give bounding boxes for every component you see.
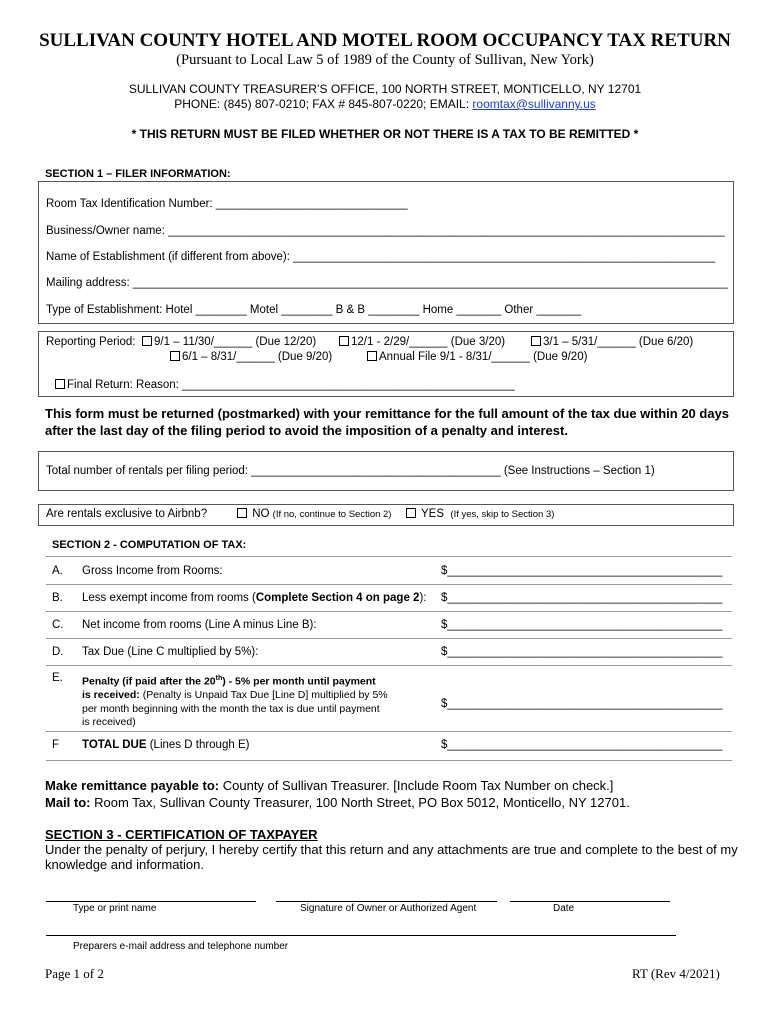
period-option-4-label: 6/1 – 8/31/______ (Due 9/20) <box>182 351 333 363</box>
mailing-address-field[interactable]: Mailing address: _____________________________________________________________________________________________ <box>46 277 728 289</box>
penalty-explanation: (Penalty is Unpaid Tax Due [Line D] multiplied by 5% <box>139 689 388 701</box>
row-letter: A. <box>52 565 63 577</box>
establishment-name-field[interactable]: Name of Establishment (if different from above): __________________________________________________________________ <box>46 251 716 263</box>
final-return-label: Final Return: Reason: ____________________________________________________ <box>67 379 515 391</box>
date-label: Date <box>553 903 575 914</box>
tax-row-d <box>52 646 732 672</box>
penalty-amount-field[interactable]: $___________________________________________ <box>441 698 723 710</box>
deadline-warning-line2: after the last day of the filing period to avoid the imposition of a penalty and interest. <box>45 423 568 438</box>
form-title: SULLIVAN COUNTY HOTEL AND MOTEL ROOM OCCUPANCY TAX RETURN <box>39 30 731 51</box>
name-signature-line[interactable] <box>46 901 256 902</box>
payable-label: Make remittance payable to: <box>45 778 220 793</box>
deadline-warning-line1: This form must be returned (postmarked) with your remittance for the full amount of the tax due within 20 days <box>45 406 730 421</box>
penalty-line-2 <box>82 689 432 703</box>
row-divider <box>46 760 732 761</box>
period-option-3[interactable] <box>531 336 693 348</box>
date-signature-line[interactable] <box>510 901 670 902</box>
airbnb-yes-note: (If yes, skip to Section 3) <box>450 509 555 520</box>
revision-label: RT (Rev 4/2021) <box>632 966 720 981</box>
row-divider <box>46 556 732 557</box>
section2-heading: SECTION 2 - COMPUTATION OF TAX: <box>52 539 247 551</box>
section3-heading: SECTION 3 - CERTIFICATION OF TAXPAYER <box>45 827 318 842</box>
checkbox-icon[interactable] <box>531 336 541 346</box>
mail-text: Room Tax, Sullivan County Treasurer, 100 North Street, PO Box 5012, Monticello, NY 12701. <box>90 795 630 810</box>
airbnb-question: Are rentals exclusive to Airbnb? <box>46 508 208 520</box>
page-number: Page 1 of 2 <box>45 966 104 981</box>
certification-text-line2: knowledge and information. <box>45 857 204 872</box>
row-divider <box>46 731 732 732</box>
row-letter: D. <box>52 646 64 658</box>
penalty-line-1 <box>82 672 432 689</box>
total-due-amount-field[interactable]: $___________________________________________ <box>441 739 723 751</box>
period-option-4[interactable] <box>170 351 332 363</box>
row-letter: F <box>52 739 60 751</box>
remittance-mail <box>45 795 630 810</box>
form-subtitle: (Pursuant to Local Law 5 of 1989 of the County of Sullivan, New York) <box>176 52 594 68</box>
print-name-label: Type or print name <box>73 903 157 914</box>
certification-text-line1: Under the penalty of perjury, I hereby certify that this return and any attachments are true and complete to the best of my <box>45 842 738 857</box>
row-description <box>82 592 426 604</box>
exempt-income-amount-field[interactable]: $___________________________________________ <box>441 592 723 604</box>
period-option-2[interactable] <box>339 336 505 348</box>
airbnb-yes-option[interactable] <box>406 508 554 520</box>
owner-signature-line[interactable] <box>276 901 497 902</box>
row-divider <box>46 584 732 585</box>
checkbox-icon[interactable] <box>142 336 152 346</box>
tax-row-e <box>52 672 732 732</box>
row-letter: B. <box>52 592 63 604</box>
payable-text: County of Sullivan Treasurer. [Include Room Tax Number on check.] <box>219 778 614 793</box>
establishment-type-field[interactable]: Type of Establishment: Hotel ________ Motel ________ B & B ________ Home _______ Other _______ <box>46 304 582 316</box>
mail-label: Mail to: <box>45 795 91 810</box>
reporting-period-label: Reporting Period: <box>46 336 136 348</box>
contact-line <box>0 97 770 112</box>
total-due-label: TOTAL DUE <box>82 739 147 751</box>
phone-fax: PHONE: (845) 807-0210; FAX # 845-807-0220; EMAIL: <box>174 97 473 111</box>
section4-reference: Complete Section 4 on page 2 <box>255 592 420 604</box>
period-option-annual-label: Annual File 9/1 - 8/31/______ (Due 9/20) <box>379 351 588 363</box>
penalty-superscript: th <box>215 675 223 682</box>
airbnb-no-label: NO <box>252 508 270 520</box>
period-option-3-label: 3/1 – 5/31/______ (Due 6/20) <box>543 336 694 348</box>
row-description <box>82 739 249 751</box>
airbnb-no-option[interactable] <box>237 508 391 520</box>
tax-due-amount-field[interactable]: $___________________________________________ <box>441 646 723 658</box>
tax-row-f <box>52 739 732 765</box>
preparer-contact-line[interactable] <box>46 935 676 936</box>
penalty-description <box>82 672 432 730</box>
row-description: Gross Income from Rooms: <box>82 565 223 577</box>
final-return-option[interactable] <box>55 379 515 391</box>
total-rentals-field[interactable]: Total number of rentals per filing period: _______________________________________ (See Instructions – Section 1) <box>46 465 655 477</box>
row-description: Tax Due (Line C multiplied by 5%): <box>82 646 259 658</box>
period-option-1-label: 9/1 – 11/30/______ (Due 12/20) <box>154 336 317 348</box>
period-option-1[interactable] <box>142 336 316 348</box>
period-option-annual[interactable] <box>367 351 587 363</box>
airbnb-no-note: (If no, continue to Section 2) <box>272 509 392 520</box>
row-divider <box>46 611 732 612</box>
penalty-line-4: is received) <box>82 716 136 728</box>
row-divider <box>46 665 732 666</box>
checkbox-icon[interactable] <box>406 508 416 518</box>
tax-row-c <box>52 619 732 645</box>
row-description: Net income from rooms (Line A minus Line B): <box>82 619 317 631</box>
checkbox-icon[interactable] <box>237 508 247 518</box>
penalty-received: is received: <box>82 689 140 701</box>
tax-row-b <box>52 592 732 618</box>
signature-label: Signature of Owner or Authorized Agent <box>300 903 477 914</box>
row-letter: E. <box>52 672 63 684</box>
office-address: SULLIVAN COUNTY TREASURER’S OFFICE, 100 NORTH STREET, MONTICELLO, NY 12701 <box>128 82 642 96</box>
row-divider <box>46 638 732 639</box>
gross-income-amount-field[interactable]: $___________________________________________ <box>441 565 723 577</box>
penalty-heading: Penalty (if paid after the 20 <box>82 675 216 688</box>
tax-row-a <box>52 565 732 591</box>
filing-notice: * THIS RETURN MUST BE FILED WHETHER OR NOT THERE IS A TAX TO BE REMITTED * <box>131 127 639 141</box>
section1-heading: SECTION 1 – FILER INFORMATION: <box>45 168 231 180</box>
email-link[interactable]: roomtax@sullivanny.us <box>472 97 596 111</box>
checkbox-icon[interactable] <box>170 351 180 361</box>
net-income-amount-field[interactable]: $___________________________________________ <box>441 619 723 631</box>
checkbox-icon[interactable] <box>339 336 349 346</box>
row-description-start: Less exempt income from rooms ( <box>82 592 256 604</box>
room-tax-id-field[interactable]: Room Tax Identification Number: ______________________________ <box>46 198 408 210</box>
office-address-block <box>0 82 770 112</box>
business-owner-field[interactable]: Business/Owner name: _______________________________________________________________________________________ <box>46 225 725 237</box>
total-due-note: (Lines D through E) <box>146 739 250 751</box>
checkbox-icon[interactable] <box>367 351 377 361</box>
penalty-heading-rest: ) - 5% per month until payment <box>222 675 376 688</box>
period-option-2-label: 12/1 - 2/29/______ (Due 3/20) <box>351 336 506 348</box>
row-letter: C. <box>52 619 64 631</box>
airbnb-yes-label: YES <box>421 508 445 520</box>
checkbox-icon[interactable] <box>55 379 65 389</box>
preparer-contact-label: Preparers e-mail address and telephone number <box>73 941 289 952</box>
remittance-payable <box>45 778 613 793</box>
penalty-line-3: per month beginning with the month the tax is due until payment <box>82 702 380 715</box>
row-description-end: ): <box>419 592 427 604</box>
